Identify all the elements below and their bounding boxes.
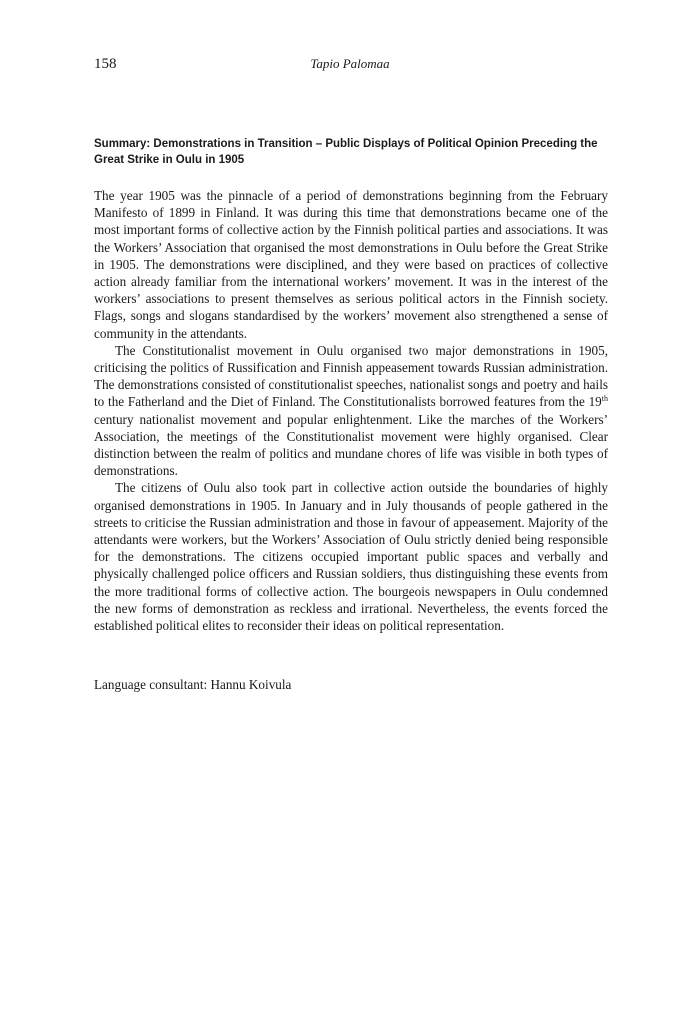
superscript-th: th xyxy=(601,394,608,404)
paragraph-3: The citizens of Oulu also took part in collective action outside the boundaries of highly organised demonstrations in 1905. In January and in July thousands of people gathered in the streets to criticise the Russian administration and those in favour of appeasement. Majority of the attendants were workers, but the Workers’ Association of Oulu strictly denied being responsible for the demonstrations. The citizens occupied important public spaces and verbally and physically challenged police officers and Russian soldiers, thus distinguishing these events from the more traditional forms of collective action. The bourgeois newspapers in Oulu condemned the new forms of demonstration as reckless and irrational. Nevertheless, the events forced the established political elites to reconsider their ideas on political representation. xyxy=(94,480,608,634)
language-consultant: Language consultant: Hannu Koivula xyxy=(94,677,292,692)
paragraph-1: The year 1905 was the pinnacle of a period of demonstrations beginning from the February Manifesto of 1899 in Finland. It was during this time that demonstrations became one of the most important forms of collective action by the Finnish political parties and associations. It was the Workers’ Association that organised the most demonstrations in Oulu before the Great Strike in 1905. The demonstrations were disciplined, and they were based on practices of collective action already familiar from the international workers’ movement. It was in the interest of the workers’ associations to present themselves as serious political actors in the Finnish society. Flags, songs and slogans standardised by the workers’ movement also strengthened a sense of community in the attendants. xyxy=(94,188,608,341)
running-head: Tapio Palomaa xyxy=(310,56,390,71)
paragraph-2-part-1: The Constitutionalist movement in Oulu organised two major demonstrations in 1905, criticising the politics of Russification and Finnish appeasement towards Russian administration. The demonstrations consisted of constitutionalist speeches, nationalist songs and poetry and hails to the Fatherland and the Diet of Finland. The Constitutionalists borrowed features from the 19 xyxy=(94,342,608,410)
paragraph-2 xyxy=(94,342,608,480)
summary-title: Summary: Demonstrations in Transition – Public Displays of Political Opinion Preceding the Great Strike in Oulu in 1905 xyxy=(94,138,598,166)
page-number: 158 xyxy=(94,56,117,72)
paragraph-2-part-2: century nationalist movement and popular enlightenment. Like the marches of the Workers’ Association, the meetings of the Constitutionalist movement were highly organised. Clear distinction between the realm of politics and mundane chores of life was visible in both types of demonstrations. xyxy=(94,411,608,479)
body-text xyxy=(94,187,608,634)
